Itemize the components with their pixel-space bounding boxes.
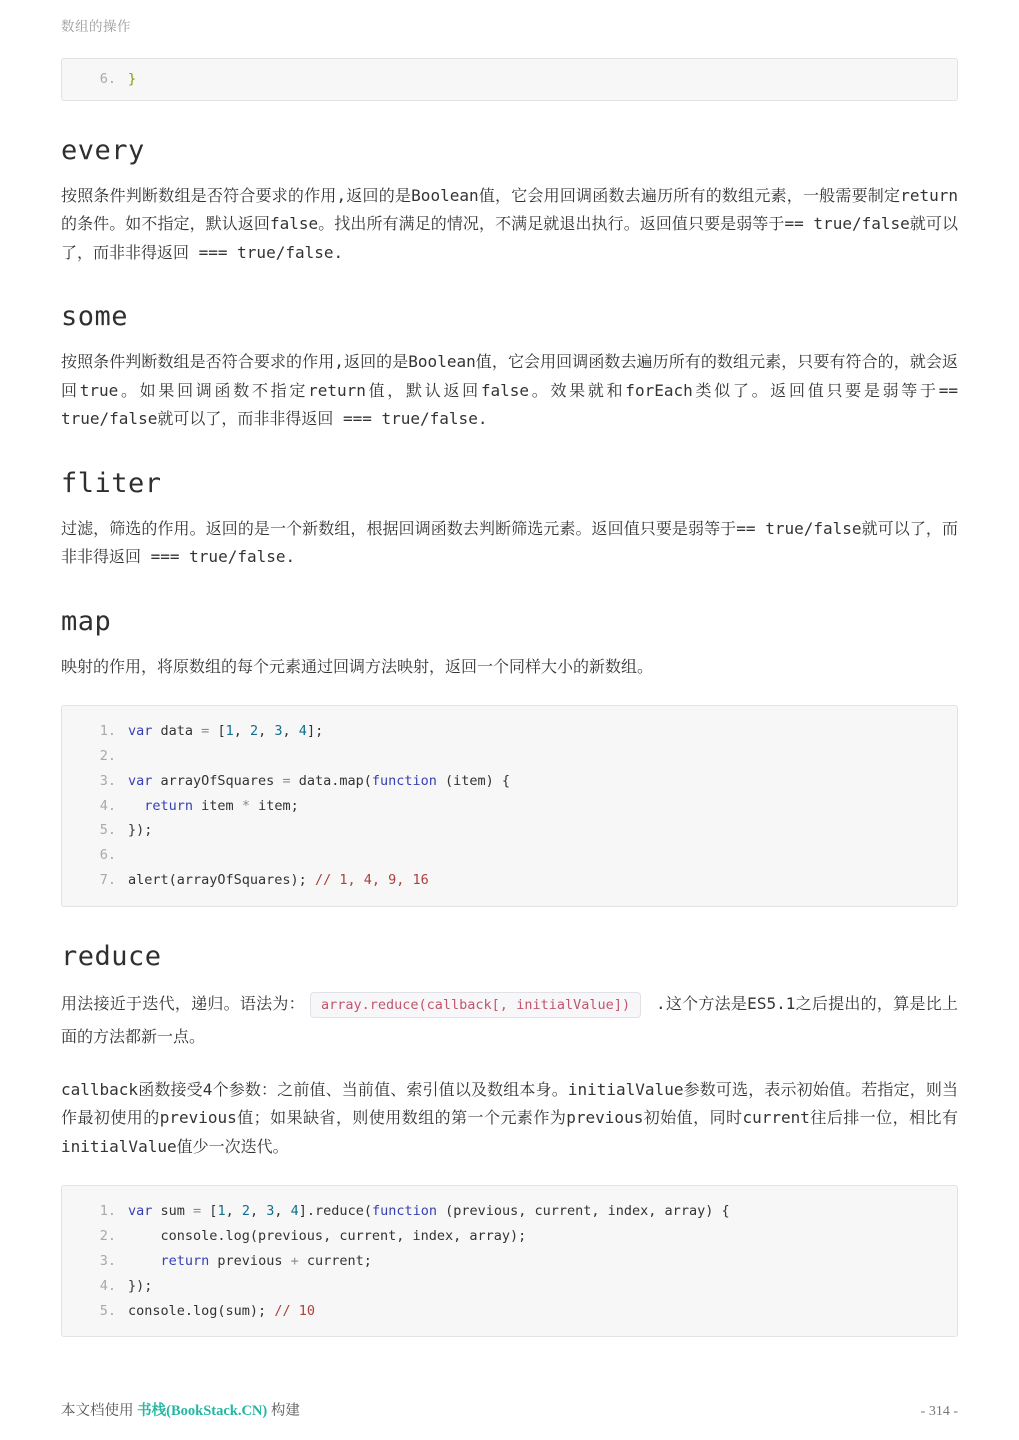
code-token: ,: [249, 1203, 267, 1220]
code-token: ].reduce(: [298, 1203, 372, 1220]
code-line: [76, 744, 943, 769]
paragraph-fliter: 过滤，筛选的作用。返回的是一个新数组，根据回调函数去判断筛选元素。返回值只要是弱等于== true/false就可以了，而非非得返回 === true/false.: [61, 518, 958, 567]
paragraph-map: 映射的作用，将原数组的每个元素通过回调方法映射，返回一个同样大小的新数组。: [61, 656, 654, 676]
footer-prefix: 本文档使用: [61, 1403, 138, 1419]
code-token: arrayOfSquares: [152, 772, 283, 789]
code-line: [76, 67, 943, 92]
code-token: ,: [258, 723, 275, 740]
code-token: (item) {: [436, 772, 511, 789]
paragraph-reduce-syntax: [61, 988, 958, 1052]
footer-page-number: - 314 -: [920, 1404, 958, 1419]
code-token: current;: [298, 1252, 372, 1269]
code-token: 1: [225, 723, 234, 740]
code-token: data.map(: [290, 772, 372, 789]
paragraph-every: 按照条件判断数组是否符合要求的作用,返回的是Boolean值，它会用回调函数去遍历所有的数组元素，一般需要制定return的条件。如不指定，默认返回false。找出所有满足的情况，不满足就退出执行。返回值只要是弱等于== true/false就可以了，而非非得返回 === true/false.: [61, 185, 958, 262]
code-token: var: [128, 723, 153, 740]
code-token: =: [201, 723, 210, 740]
code-token: =: [282, 772, 291, 789]
code-line-number: 6.: [99, 71, 116, 87]
code-line: [76, 719, 943, 744]
code-line-number: 7.: [99, 872, 116, 889]
code-token: item: [193, 797, 242, 814]
paragraph-reduce-callback: callback函数接受4个参数：之前值、当前值、索引值以及数组本身。initialValue参数可选，表示初始值。若指定，则当作最初使用的previous值；如果缺省，则使用数组的第一个元素作为previous初始值，同时current往后排一位，相比有initialValue值少一次迭代。: [61, 1079, 958, 1156]
code-token: });: [128, 822, 153, 839]
code-line-number: 3.: [99, 772, 116, 789]
reduce-syntax-inline-code: array.reduce(callback[, initialValue]): [310, 992, 641, 1018]
code-token: *: [241, 797, 250, 814]
code-token: function: [371, 772, 437, 789]
code-token: +: [290, 1252, 299, 1269]
page-header-title: 数组的操作: [61, 19, 131, 35]
code-line-number: 6.: [99, 847, 116, 864]
code-token: return: [160, 1252, 210, 1269]
code-token: console.log(previous, current, index, array);: [128, 1228, 527, 1245]
heading-every: every: [61, 134, 145, 166]
code-token: 2: [241, 1203, 250, 1220]
code-token: }: [128, 71, 137, 87]
code-line-number: 1.: [99, 723, 116, 740]
paragraph-some: 按照条件判断数组是否符合要求的作用,返回的是Boolean值，它会用回调函数去遍历所有的数组元素，只要有符合的，就会返回true。如果回调函数不指定return值，默认返回false。效果就和forEach类似了。返回值只要是弱等于== true/false就可以了，而非非得返回 === true/false.: [61, 352, 958, 429]
code-token: data: [152, 723, 202, 740]
code-token: [: [209, 723, 226, 740]
code-token: item;: [249, 797, 299, 814]
code-token: 4: [298, 723, 307, 740]
code-line: [76, 868, 943, 893]
code-line: [76, 818, 943, 843]
code-token: sum: [152, 1203, 194, 1220]
code-token: });: [128, 1277, 153, 1294]
code-token: [: [201, 1203, 218, 1220]
page-footer: [61, 1399, 958, 1420]
code-line-number: 2.: [99, 748, 116, 765]
code-line-number: 4.: [99, 1277, 116, 1294]
code-line-number: 3.: [99, 1252, 116, 1269]
code-token: ,: [225, 1203, 242, 1220]
code-token: function: [371, 1203, 437, 1220]
code-line: [76, 1274, 943, 1299]
code-token: alert(arrayOfSquares);: [128, 872, 315, 889]
code-token: previous: [209, 1252, 291, 1269]
code-line: [76, 794, 943, 819]
code-block-reduce-example: [61, 1185, 958, 1337]
code-block-map-example: [61, 705, 958, 907]
heading-some: some: [61, 301, 129, 333]
code-line: [76, 769, 943, 794]
code-token: ,: [274, 1203, 291, 1220]
footer-suffix: 构建: [267, 1403, 300, 1419]
code-line: [76, 1299, 943, 1324]
reduce-syntax-before: 用法接近于迭代，递归。语法为：: [61, 993, 305, 1013]
code-line-number: 5.: [99, 822, 116, 839]
code-token: var: [128, 772, 153, 789]
footer-bookstack-link[interactable]: 书栈(BookStack.CN): [137, 1403, 268, 1419]
code-token: =: [193, 1203, 202, 1220]
code-token: 4: [290, 1203, 299, 1220]
code-line-number: 1.: [99, 1203, 116, 1220]
code-token: ];: [306, 723, 324, 740]
code-token: ,: [233, 723, 250, 740]
code-line-number: 2.: [99, 1228, 116, 1245]
code-line: [76, 1249, 943, 1274]
heading-map: map: [61, 605, 112, 637]
code-line: [76, 1224, 943, 1249]
code-token: [128, 798, 144, 814]
code-token: 2: [249, 723, 259, 740]
code-token: [128, 1253, 161, 1269]
code-token: // 1, 4, 9, 16: [314, 872, 429, 889]
code-token: return: [144, 797, 194, 814]
code-block-top-fragment: [61, 58, 958, 101]
footer-attribution: [61, 1399, 300, 1420]
code-token: console.log(sum);: [128, 1302, 275, 1319]
code-token: (previous, current, index, array) {: [436, 1203, 730, 1220]
heading-fliter: fliter: [61, 467, 162, 499]
code-token: var: [128, 1203, 153, 1220]
code-token: 3: [266, 1203, 275, 1220]
heading-reduce: reduce: [61, 940, 162, 972]
code-token: 3: [274, 723, 283, 740]
code-line-number: 4.: [99, 797, 116, 814]
code-token: 1: [217, 1203, 226, 1220]
code-token: // 10: [274, 1302, 315, 1319]
code-line: [76, 1199, 943, 1224]
code-token: ,: [282, 723, 299, 740]
code-line: [76, 843, 943, 868]
reduce-syntax-after: .这个方法是ES5.1之后提出的，算是比上面的方法都新一点。: [61, 993, 958, 1046]
code-line-number: 5.: [99, 1302, 116, 1319]
